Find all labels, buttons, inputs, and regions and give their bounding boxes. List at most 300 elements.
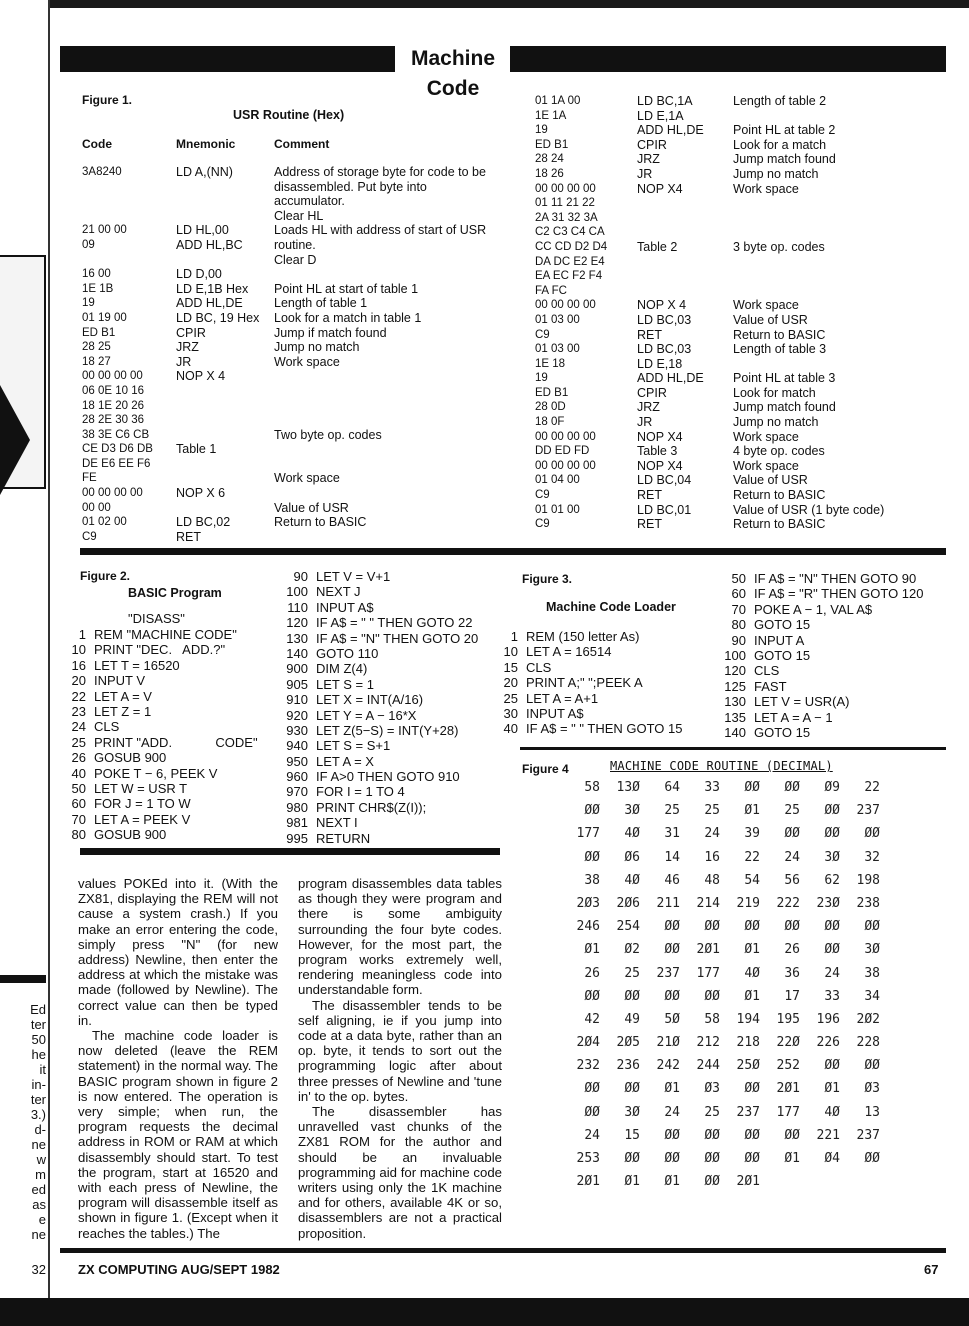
program-line [280, 754, 478, 769]
line-number: 900 [286, 661, 308, 677]
decimal-value: 2Ø3 [576, 895, 600, 911]
decimal-value: 4Ø [824, 1104, 840, 1120]
decimal-value: ØØ [704, 919, 720, 935]
decimal-value: 246 [576, 919, 600, 935]
decimal-value: ØØ [824, 826, 840, 842]
decimal-value: 194 [736, 1011, 760, 1027]
decimal-value: ØØ [784, 1127, 800, 1143]
program-line [718, 679, 924, 694]
decimal-value: Ø1 [824, 1081, 840, 1097]
col-head-comment: Comment [274, 137, 330, 151]
figure-3-label: Figure 3. [522, 572, 573, 586]
decimal-value: 218 [736, 1035, 760, 1051]
decimal-value: 226 [816, 1035, 840, 1051]
line-number: 920 [286, 707, 308, 723]
fig1-comment-column: Address of storage byte for code to be disassembled. Put byte into accumulator. Clear HL Loads HL with address of start of USR routine. Clear D Point HL at start of table 1 Length of table 1 Look for a match in table 1 Jump if match found Jump no match Work space Two byte op. codes Work space Value of USR Return to BASIC [274, 165, 487, 530]
program-line [280, 692, 478, 707]
line-number: 15 [503, 659, 518, 675]
decimal-value: ØØ [664, 1151, 680, 1166]
line-statement: IF A$ = "R" THEN GOTO 120 [754, 586, 924, 602]
decimal-value: 31 [664, 826, 680, 842]
line-number: 70 [731, 601, 746, 617]
figure-2-label: Figure 2. [80, 569, 131, 583]
program-line [490, 706, 683, 721]
line-statement: IF A$ = " " THEN GOTO 22 [316, 615, 473, 631]
figure-4-grid [560, 780, 900, 1197]
decimal-value: 33 [704, 780, 720, 795]
line-number: 1 [510, 629, 518, 644]
figure-3-col-1 [490, 629, 683, 737]
margin-fragment: 32 [31, 1262, 46, 1277]
margin-fragment: 50 [31, 1032, 46, 1047]
article-paragraph: The machine code loader is now deleted (leave the REM statement) in the normal way. The BASIC program shown in figure 2 is now entered. The operation is very simple; when run, the program requests the decimal address in ROM or RAM at which disassembly should start. To test the program, start at 16520 and with each press of Newline, the program will disassemble itself as shown in figure 1. (Except when it reaches the tables.) The [78, 1028, 278, 1241]
decimal-value: 222 [776, 895, 800, 911]
line-statement: IF A$ = "N" THEN GOTO 90 [754, 571, 917, 586]
decimal-value: ØØ [744, 1127, 760, 1143]
program-line [280, 815, 478, 830]
decimal-value: 15 [624, 1127, 640, 1143]
line-statement: CLS [94, 719, 120, 735]
line-number: 100 [286, 584, 308, 600]
top-edge [0, 0, 969, 8]
decimal-value: Ø1 [664, 1081, 680, 1097]
decimal-value: ØØ [704, 1127, 720, 1143]
decimal-value: 237 [656, 965, 680, 981]
fig1-right-mnemonic-column: LD BC,1A LD E,1A ADD HL,DE CPIR JRZ JR NOP X4 Table 2 NOP X 4 LD BC,03 RET LD BC,03 LD E,18 ADD HL,DE CPIR JRZ JR NOP X4 Table 3 NOP X4 LD BC,04 RET LD BC,01 RET [637, 94, 704, 532]
decimal-value: 195 [776, 1011, 800, 1027]
line-number: 140 [724, 724, 746, 740]
decimal-value: 24 [704, 826, 720, 842]
line-number: 980 [286, 799, 308, 815]
line-statement: GOTO 15 [754, 617, 811, 633]
decimal-value: Ø3 [704, 1081, 720, 1097]
page-title: Machine Code [410, 47, 496, 100]
decimal-value: 3Ø [624, 1104, 640, 1120]
decimal-value: 212 [696, 1035, 720, 1051]
decimal-value: 211 [656, 895, 680, 911]
decimal-value: 16 [704, 849, 720, 865]
line-number: 130 [286, 630, 308, 646]
decimal-value: 2Ø1 [736, 1174, 760, 1190]
decimal-value: ØØ [664, 988, 680, 1004]
line-number: 140 [286, 645, 308, 661]
line-number: 60 [71, 796, 86, 812]
decimal-value: ØØ [864, 1058, 880, 1074]
program-line [280, 631, 478, 646]
decimal-value: 23Ø [816, 895, 840, 911]
decimal-value: 221 [816, 1127, 840, 1143]
decimal-value: 64 [664, 780, 680, 795]
figure-1-caption: USR Routine (Hex) [233, 108, 345, 122]
program-line [490, 644, 683, 659]
article-col-1 [78, 876, 278, 1241]
line-number: 80 [71, 827, 86, 843]
line-number: 23 [71, 703, 86, 719]
line-statement: INPUT A [754, 632, 805, 648]
decimal-value: 21Ø [656, 1035, 680, 1051]
decimal-value: 58 [584, 780, 600, 795]
decimal-value: 56 [784, 872, 800, 888]
line-statement: GOTO 15 [754, 724, 811, 740]
line-statement: LET A = A+1 [526, 690, 599, 706]
decimal-value: 228 [856, 1035, 880, 1051]
margin-fragment: w [36, 1152, 46, 1167]
line-statement: GOTO 15 [754, 647, 811, 663]
line-number: 995 [286, 830, 308, 846]
line-number: 930 [286, 722, 308, 738]
decimal-value: Ø4 [824, 1151, 840, 1166]
program-line [58, 750, 258, 765]
program-line [280, 769, 478, 784]
header-bar-left [60, 46, 395, 72]
margin-fragment: d- [34, 1122, 46, 1137]
program-line [718, 617, 924, 632]
line-statement: CLS [526, 659, 552, 675]
article-paragraph: The disassembler has unravelled vast chunks of the ZX81 ROM for the author and should be an invaluable programming aid for machine code writers using only the 1K machine and for others, available 4K or so, disassemblers are not a practical proposition. [298, 1104, 502, 1241]
decimal-value: 25 [624, 965, 640, 981]
decimal-value: ØØ [584, 1081, 600, 1097]
figure-3-caption: Machine Code Loader [546, 600, 676, 614]
program-line [280, 708, 478, 723]
program-line [58, 658, 258, 673]
decimal-value: 2Ø1 [576, 1174, 600, 1190]
decimal-value: ØØ [584, 1104, 600, 1120]
line-number: 25 [71, 734, 86, 750]
decimal-value: ØØ [864, 826, 880, 842]
line-number: 120 [286, 615, 308, 631]
decimal-value: 25 [664, 803, 680, 819]
program-line [280, 646, 478, 661]
decimal-value: ØØ [664, 919, 680, 935]
decimal-value: Ø1 [784, 1151, 800, 1166]
margin-fragment: Ed [30, 1002, 46, 1017]
decimal-value: 26 [584, 965, 600, 981]
line-statement: LET A = A − 1 [754, 709, 833, 725]
decimal-value: ØØ [824, 942, 840, 958]
decimal-value: 244 [696, 1058, 720, 1074]
margin-fragment: as [32, 1197, 46, 1212]
line-statement: LET T = 16520 [94, 657, 180, 673]
program-line [718, 725, 924, 740]
decimal-value: ØØ [744, 919, 760, 935]
decimal-value: 25 [704, 803, 720, 819]
decimal-value: 25Ø [736, 1058, 760, 1074]
article-col-2 [298, 876, 502, 1241]
margin-fragment: 3.) [30, 1107, 46, 1122]
decimal-value: 2Ø6 [616, 895, 640, 911]
decimal-value: 237 [736, 1104, 760, 1120]
left-margin-shape [0, 385, 30, 495]
decimal-value: Ø9 [824, 780, 840, 795]
left-margin-bar [0, 975, 46, 983]
decimal-value: 237 [856, 803, 880, 819]
decimal-value: ØØ [704, 1174, 720, 1190]
decimal-value: 13Ø [616, 780, 640, 795]
decimal-value: 254 [616, 919, 640, 935]
program-line [718, 710, 924, 725]
decimal-value: Ø1 [744, 988, 760, 1004]
line-statement: INPUT A$ [526, 705, 584, 721]
program-line [490, 629, 683, 644]
decimal-value: ØØ [744, 780, 760, 795]
program-line [58, 627, 258, 642]
program-line [490, 691, 683, 706]
decimal-value [760, 1174, 800, 1197]
decimal-value: ØØ [784, 919, 800, 935]
line-number: 940 [286, 738, 308, 754]
decimal-value: 196 [816, 1011, 840, 1027]
decimal-value: ØØ [704, 1151, 720, 1166]
program-line [718, 663, 924, 678]
line-number: 10 [503, 644, 518, 660]
figure-3-col-2 [718, 571, 924, 740]
program-line [58, 704, 258, 719]
decimal-value: 25 [784, 803, 800, 819]
decimal-value: 38 [584, 872, 600, 888]
decimal-value: 58 [704, 1011, 720, 1027]
line-statement: POKE T − 6, PEEK V [94, 765, 218, 781]
decimal-value: ØØ [824, 803, 840, 819]
line-number: 30 [503, 705, 518, 721]
decimal-value: ØØ [664, 942, 680, 958]
line-number: 905 [286, 676, 308, 692]
page-number: 67 [924, 1262, 939, 1277]
decimal-value: 24 [824, 965, 840, 981]
decimal-value: ØØ [624, 1081, 640, 1097]
line-number: 80 [731, 617, 746, 633]
figure-4-label: Figure 4 [522, 762, 569, 776]
decimal-value: 24 [784, 849, 800, 865]
line-number: 25 [503, 690, 518, 706]
line-statement: NEXT J [316, 584, 361, 600]
line-number: 70 [71, 811, 86, 827]
decimal-value: 242 [656, 1058, 680, 1074]
line-statement: LET Y = A − 16*X [316, 707, 417, 723]
program-line [280, 615, 478, 630]
line-number: 100 [724, 647, 746, 663]
figure-2-col-1 [58, 627, 258, 842]
figure-2-rule [80, 848, 500, 855]
decimal-value: Ø1 [744, 803, 760, 819]
decimal-value: 24 [664, 1104, 680, 1120]
line-statement: LET A = 16514 [526, 644, 612, 660]
program-line [718, 571, 924, 586]
decimal-value [840, 1174, 880, 1197]
article-paragraph: The disassembler tends to be self aligning, ie if you jump into code at a data byte, rather than an op. byte, it tends to sort out the programming logic after about three presses of Newline and 'tune in' to the op. bytes. [298, 997, 502, 1104]
line-number: 1 [78, 627, 86, 642]
program-line [280, 800, 478, 815]
line-statement: IF A$ = " " THEN GOTO 15 [526, 721, 683, 737]
line-statement: GOSUB 900 [94, 827, 167, 843]
decimal-value: ØØ [744, 1081, 760, 1097]
decimal-value: Ø2 [624, 942, 640, 958]
program-line [58, 812, 258, 827]
line-number: 60 [731, 586, 746, 602]
program-line [718, 648, 924, 663]
figure-4-title: MACHINE CODE ROUTINE (DECIMAL) [610, 759, 833, 773]
program-line [490, 675, 683, 690]
line-statement: DIM Z(4) [316, 661, 368, 677]
program-line [718, 586, 924, 601]
decimal-value: 46 [664, 872, 680, 888]
line-statement: IF A$ = "N" THEN GOTO 20 [316, 630, 479, 646]
line-statement: FOR I = 1 TO 4 [316, 784, 405, 800]
line-statement: IF A>0 THEN GOTO 910 [316, 769, 460, 785]
decimal-value: ØØ [864, 1151, 880, 1166]
program-line [280, 677, 478, 692]
line-statement: LET X = INT(A/16) [316, 692, 424, 708]
line-number: 135 [724, 709, 746, 725]
line-number: 90 [293, 569, 308, 584]
decimal-value: 252 [776, 1058, 800, 1074]
decimal-value: 26 [784, 942, 800, 958]
program-line [58, 781, 258, 796]
line-number: 910 [286, 692, 308, 708]
program-line [58, 719, 258, 734]
decimal-value: 48 [704, 872, 720, 888]
decimal-value: ØØ [824, 919, 840, 935]
margin-fragment: ne [31, 1227, 46, 1242]
decimal-value: ØØ [704, 988, 720, 1004]
decimal-value: 54 [744, 872, 760, 888]
figure-1-rule [80, 548, 946, 555]
program-line [58, 673, 258, 688]
line-number: 16 [71, 657, 86, 673]
figure-2-disass: "DISASS" [128, 611, 185, 626]
decimal-value: 3Ø [624, 803, 640, 819]
decimal-value: 22Ø [776, 1035, 800, 1051]
decimal-value: 177 [776, 1104, 800, 1120]
decimal-value: Ø3 [864, 1081, 880, 1097]
figure-3-rule [520, 747, 946, 750]
line-number: 40 [503, 721, 518, 737]
decimal-value: 17 [784, 988, 800, 1004]
decimal-value: ØØ [824, 1058, 840, 1074]
decimal-value: 42 [584, 1011, 600, 1027]
header-bar-right [510, 46, 946, 72]
line-number: 40 [71, 765, 86, 781]
line-statement: PRINT CHR$(Z(I)); [316, 799, 427, 815]
decimal-value: 36 [784, 965, 800, 981]
fig1-mnemonic-column: LD A,(NN) LD HL,00 ADD HL,BC LD D,00 LD E,1B Hex ADD HL,DE LD BC, 19 Hex CPIR JRZ JR NOP X 4 Table 1 NOP X 6 LD BC,02 RET [176, 165, 260, 544]
line-number: 50 [71, 780, 86, 796]
decimal-value: 33 [824, 988, 840, 1004]
program-line [280, 569, 478, 584]
decimal-value: Ø1 [664, 1174, 680, 1190]
decimal-value: 62 [824, 872, 840, 888]
decimal-value: 4Ø [624, 872, 640, 888]
decimal-value: 4Ø [744, 965, 760, 981]
decimal-value: ØØ [584, 803, 600, 819]
program-line [718, 633, 924, 648]
decimal-value: 253 [576, 1151, 600, 1166]
line-statement: NEXT I [316, 815, 358, 831]
line-number: 981 [286, 815, 308, 831]
footer-rule [60, 1248, 946, 1253]
program-line [280, 723, 478, 738]
line-number: 960 [286, 769, 308, 785]
line-statement: CLS [754, 663, 780, 679]
figure-2-caption: BASIC Program [128, 586, 222, 600]
line-number: 90 [731, 632, 746, 648]
program-line [58, 735, 258, 750]
margin-fragment: ne [31, 1137, 46, 1152]
line-statement: PRINT "DEC. ADD.?" [94, 642, 226, 658]
line-statement: REM (150 letter As) [526, 629, 640, 644]
col-head-code: Code [82, 137, 112, 151]
decimal-value: ØØ [744, 1151, 760, 1166]
article-paragraph: values POKEd into it. (With the ZX81, displaying the REM will not cause a system crash.) If you make an error entering the code, simply press "N" (for new address) Newline, then enter the address at which the mistake was made (followed by Newline). The correct value can then be typed in. [78, 876, 278, 1028]
decimal-value: 198 [856, 872, 880, 888]
program-line [58, 827, 258, 842]
program-line [280, 831, 478, 846]
decimal-value: Ø1 [744, 942, 760, 958]
line-number: 20 [503, 675, 518, 691]
line-statement: INPUT A$ [316, 599, 374, 615]
decimal-value: 177 [576, 826, 600, 842]
line-number: 950 [286, 753, 308, 769]
line-number: 110 [287, 599, 308, 615]
decimal-value: Ø1 [624, 1174, 640, 1190]
program-line [58, 689, 258, 704]
decimal-value: 2Ø2 [856, 1011, 880, 1027]
decimal-value: 22 [864, 780, 880, 795]
line-statement: PRINT A;" ";PEEK A [526, 675, 643, 691]
line-statement: FOR J = 1 TO W [94, 796, 191, 812]
decimal-value: 38 [864, 965, 880, 981]
figure-1-label: Figure 1. [82, 93, 133, 107]
decimal-value: 214 [696, 895, 720, 911]
program-line [280, 661, 478, 676]
decimal-value: ØØ [624, 1151, 640, 1166]
decimal-value: 232 [576, 1058, 600, 1074]
decimal-value: 4Ø [624, 826, 640, 842]
decimal-value: ØØ [864, 919, 880, 935]
line-number: 26 [71, 750, 86, 766]
line-statement: REM "MACHINE CODE" [94, 627, 237, 642]
line-number: 125 [724, 678, 746, 694]
line-statement: POKE A − 1, VAL A$ [754, 601, 873, 617]
line-statement: LET Z = 1 [94, 703, 152, 719]
decimal-value: ØØ [624, 988, 640, 1004]
decimal-value: Ø6 [624, 849, 640, 865]
decimal-value: 13 [864, 1104, 880, 1120]
margin-fragment: he [31, 1047, 46, 1062]
bottom-edge [0, 1298, 969, 1326]
decimal-value: 49 [624, 1011, 640, 1027]
program-line [490, 660, 683, 675]
fig1-code-column: 3A8240 21 00 00 09 16 00 1E 1B 19 01 19 00 ED B1 28 25 18 27 00 00 00 00 06 0E 10 16 18 1E 20 26 28 2E 30 36 38 3E C6 CB CE D3 D6 DB DE E6 EE F6 FE 00 00 00 00 00 00 01 02 00 C9 [82, 166, 153, 543]
figure-2-col-2 [280, 569, 478, 846]
line-number: 120 [724, 663, 746, 679]
fig1-right-comment-column: Length of table 2 Point HL at table 2 Look for a match Jump match found Jump no match Work space 3 byte op. codes Work space Value of USR Return to BASIC Length of table 3 Point HL at table 3 Look for match Jump match found Jump no match Work space 4 byte op. codes Work space Value of USR Return to BASIC Value of USR (1 byte code) Return to BASIC [733, 94, 885, 532]
decimal-value: 3Ø [824, 849, 840, 865]
program-line [718, 602, 924, 617]
decimal-value: 238 [856, 895, 880, 911]
decimal-value: 24 [584, 1127, 600, 1143]
left-margin-strip [0, 0, 50, 1300]
program-line [490, 721, 683, 736]
line-statement: PRINT "ADD. CODE" [94, 734, 258, 750]
program-line [280, 584, 478, 599]
line-number: 22 [71, 688, 86, 704]
fig1-right-code-column: 01 1A 00 1E 1A 19 ED B1 28 24 18 26 00 00 00 00 01 11 21 22 2A 31 32 3A C2 C3 C4 CA CC CD D2 D4 DA DC E2 E4 EA EC F2 F4 FA FC 00 00 00 00 01 03 00 C9 01 03 00 1E 18 19 ED B1 28 0D 18 0F 00 00 00 00 DD ED FD 00 00 00 00 01 04 00 C9 01 01 00 C9 [535, 95, 608, 531]
line-statement: LET V = V+1 [316, 569, 391, 584]
decimal-value: ØØ [584, 988, 600, 1004]
margin-fragment: ter [30, 1017, 46, 1032]
decimal-value: 237 [856, 1127, 880, 1143]
program-line [280, 784, 478, 799]
